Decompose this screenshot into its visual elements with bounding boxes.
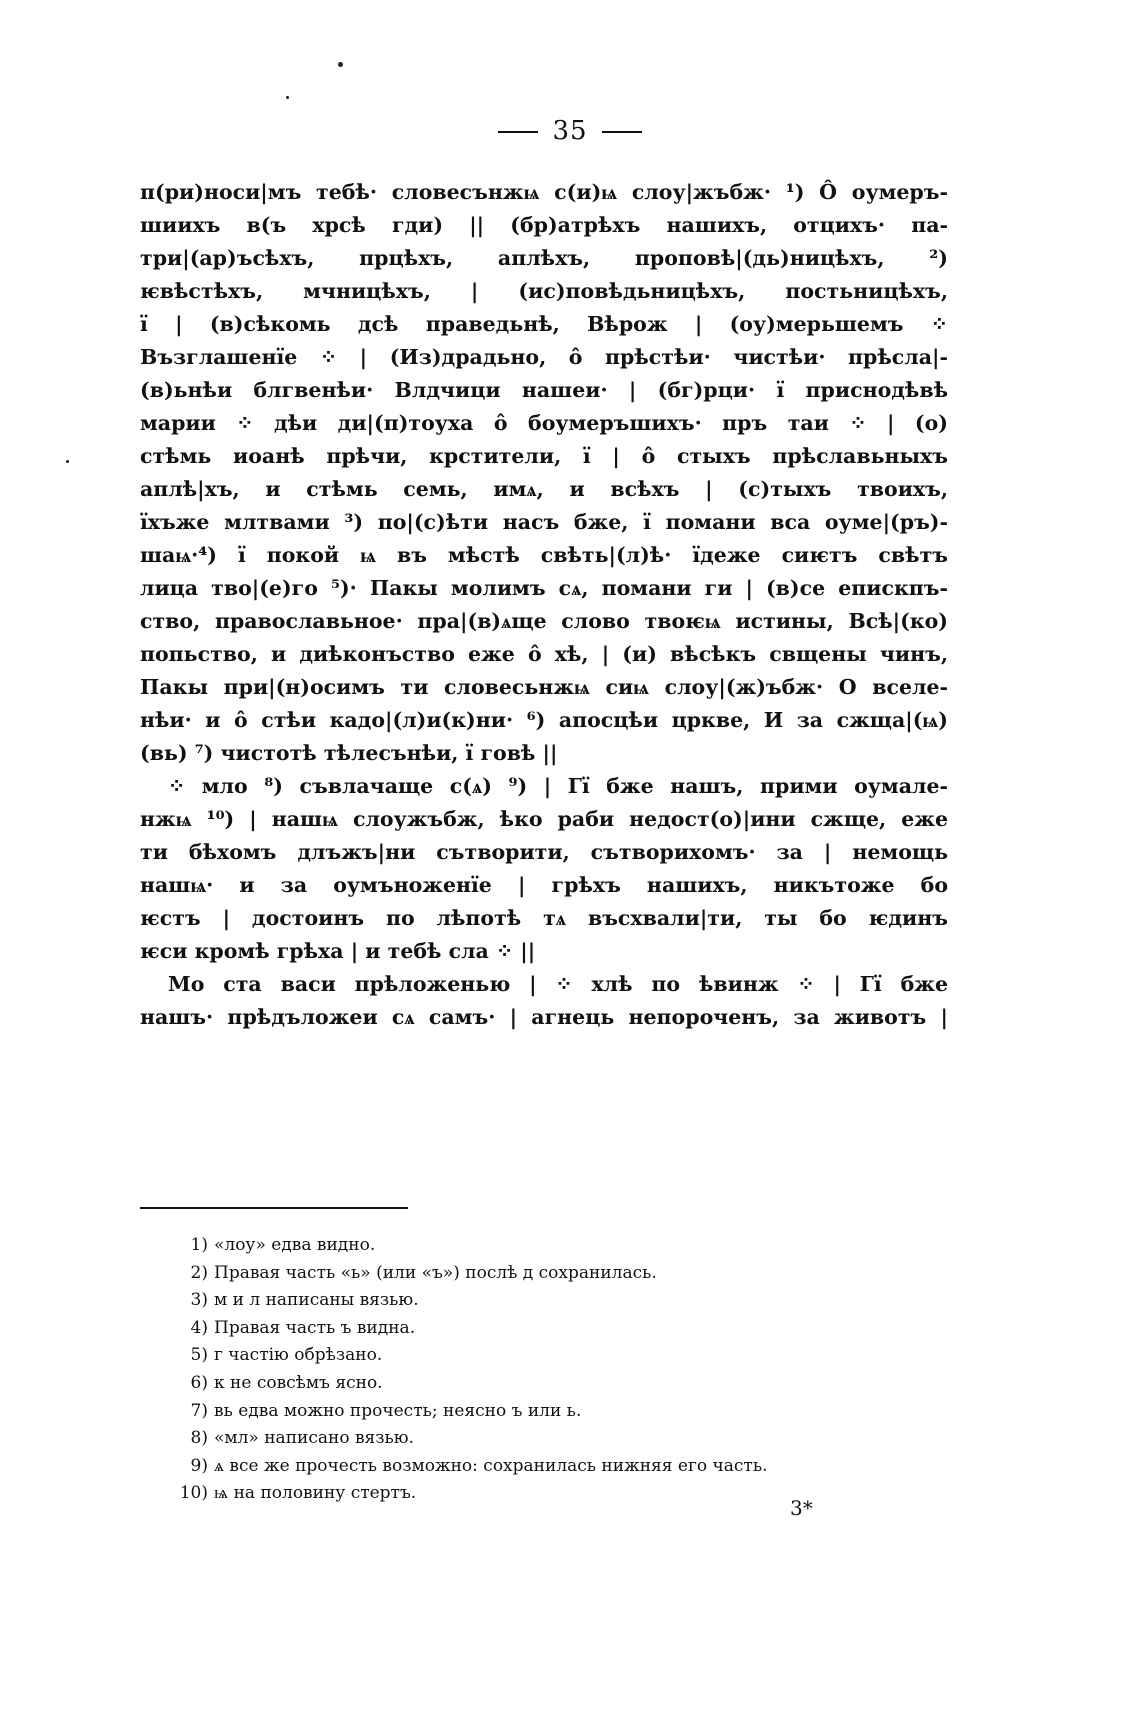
text-line: попьство, и диѣконъство еже ô хѣ, | (и) вѣсѣкъ свщены чинъ, [140, 642, 948, 666]
footnote-number: 3) [190, 1290, 208, 1311]
footnote-number: 9) [190, 1455, 208, 1476]
header-dash-left [498, 131, 538, 133]
ink-speck [66, 460, 69, 463]
ink-speck [286, 96, 289, 99]
footnote [178, 1425, 878, 1453]
footnote-text: «мл» написано вязью. [214, 1428, 415, 1449]
text-line: аплѣ|хъ, и стѣмь семь, имѧ, и всѣхъ | (с)тыхъ твоихъ, [140, 477, 948, 501]
footnote [178, 1342, 878, 1370]
text-line: нашѩ· и за оумъноженїе | грѣхъ нашихъ, никътоже бо [140, 873, 948, 897]
text-line: Възглашенїе ⁘ | (Из)драдьно, ô прѣстѣи· чистѣи· прѣсла|- [140, 345, 948, 369]
footnote-text: ѩ на половину стертъ. [214, 1483, 417, 1504]
footnote-text: Правая часть ъ видна. [214, 1317, 416, 1338]
text-line: три|(ар)ъсѣхъ, прцѣхъ, аплѣхъ, проповѣ|(дь)ницѣхъ, ²) [140, 246, 948, 270]
footnote [178, 1398, 878, 1426]
main-text [140, 176, 948, 1034]
text-line: ї | (в)сѣкомь дсѣ праведьнѣ, Вѣрож | (оу)мерьшемъ ⁘ [140, 312, 948, 336]
text-line: нѣи· и ô стѣи кадо|(л)и(к)ни· ⁶) апосцѣи црквe, И за сжща|(ѩ) [140, 708, 948, 732]
text-line: нжѩ ¹⁰) | нашѩ слоужъбж, ѣко раби недост(о)|ини сжще, еже [140, 807, 948, 831]
text-line: (в)ьнѣи блгвенѣи· Влдчици нашеи· | (бг)рци· ї приснодѣвѣ [140, 378, 948, 402]
footnote-text: Правая часть «ь» (или «ъ») послѣ д сохранилась. [214, 1262, 657, 1283]
footnote-number: 10) [179, 1483, 208, 1504]
header-dash-right [602, 131, 642, 133]
footnote-number: 8) [190, 1428, 208, 1449]
footnote [178, 1260, 878, 1288]
text-line: їхъже млтвами ³) по|(с)ѣти насъ бже, ї помани вса оуме|(ръ)- [140, 510, 948, 534]
footnote-text: г частію обрѣзано. [214, 1345, 383, 1366]
text-line: ѥвѣстѣхъ, мчницѣхъ, | (ис)повѣдьницѣхъ, постьницѣхъ, [140, 279, 948, 303]
text-line: шиихъ в(ъ хрсѣ гди) || (бр)атрѣхъ нашихъ, отцихъ· па- [140, 213, 948, 237]
footnote [178, 1315, 878, 1343]
footnote-number: 1) [190, 1235, 208, 1255]
footnote [178, 1232, 878, 1260]
footnote-text: к не совсѣмъ ясно. [214, 1372, 383, 1393]
text-line: Пакы при|(н)осимъ ти словесьнжѩ сиѩ слоу|(ж)ъбж· О вселе- [140, 675, 948, 699]
footnote-text: м и л написаны вязью. [214, 1290, 419, 1311]
footnote [178, 1370, 878, 1398]
footnote-number: 7) [190, 1400, 208, 1421]
footnote-text: «лоу» едва видно. [214, 1235, 376, 1255]
footnote-number: 4) [190, 1317, 208, 1338]
footnote [178, 1287, 878, 1315]
text-line: нашъ· прѣдъложеи сѧ самъ· | агнець непороченъ, за животъ | [140, 1005, 948, 1029]
text-line: ⁘ мло ⁸) съвлачаще с(ѧ) ⁹) | Гї бже нашъ, прими оумале- [168, 774, 948, 798]
footnote-number: 5) [190, 1345, 208, 1366]
text-line: стѣмь иоанѣ прѣчи, крстители, ї | ô стыхъ прѣславьныхъ [140, 444, 948, 468]
footnote-divider [140, 1207, 408, 1209]
footnote [178, 1480, 878, 1508]
text-line: ти бѣхомъ длъжъ|ни сътворити, сътворихомъ· за | немощь [140, 840, 948, 864]
ink-speck [338, 62, 343, 67]
text-line: марии ⁘ дѣи ди|(п)тоуха ô боумеръшихъ· пръ таи ⁘ | (о) [140, 411, 948, 435]
text-line: лица тво|(е)го ⁵)· Пакы молимъ сѧ, помани ги | (в)се епискпъ- [140, 576, 948, 600]
text-line: ѥси кромѣ грѣха | и тебѣ сла ⁘ || [140, 939, 536, 963]
text-line: ѥстъ | достоинъ по лѣпотѣ тѧ въсхвали|ти, ты бо ѥдинъ [140, 906, 948, 930]
text-line: (вь) ⁷) чистотѣ тѣлесънѣи, ї говѣ || [140, 741, 558, 765]
signature-mark: 3* [790, 1496, 813, 1520]
text-line: ство, православьное· пра|(в)ѧще слово твоѥѩ истины, Всѣ|(ко) [140, 609, 948, 633]
footnote-number: 2) [190, 1262, 208, 1283]
text-line: шаѩ·⁴) ї покой ѩ въ мѣстѣ свѣть|(л)ѣ· їдеже сиѥтъ свѣтъ [140, 543, 948, 567]
footnote-number: 6) [190, 1372, 208, 1393]
page-number: 35 [552, 116, 588, 146]
footnote-text: вь едва можно прочесть; неясно ъ или ь. [214, 1400, 582, 1421]
text-line: Мо ста васи прѣложенью | ⁘ хлѣ по ѣвинж ⁘ | Гї бже [168, 972, 948, 996]
footnote-text: ѧ все же прочесть возможно: сохранилась нижняя его часть. [214, 1455, 768, 1476]
footnote [178, 1453, 878, 1481]
footnotes [178, 1232, 878, 1508]
page-header [0, 116, 1140, 146]
text-line: п(ри)носи|мъ тебѣ· словесънжѩ с(и)ѩ слоу|жъбж· ¹) Ô оумеръ- [140, 180, 948, 204]
